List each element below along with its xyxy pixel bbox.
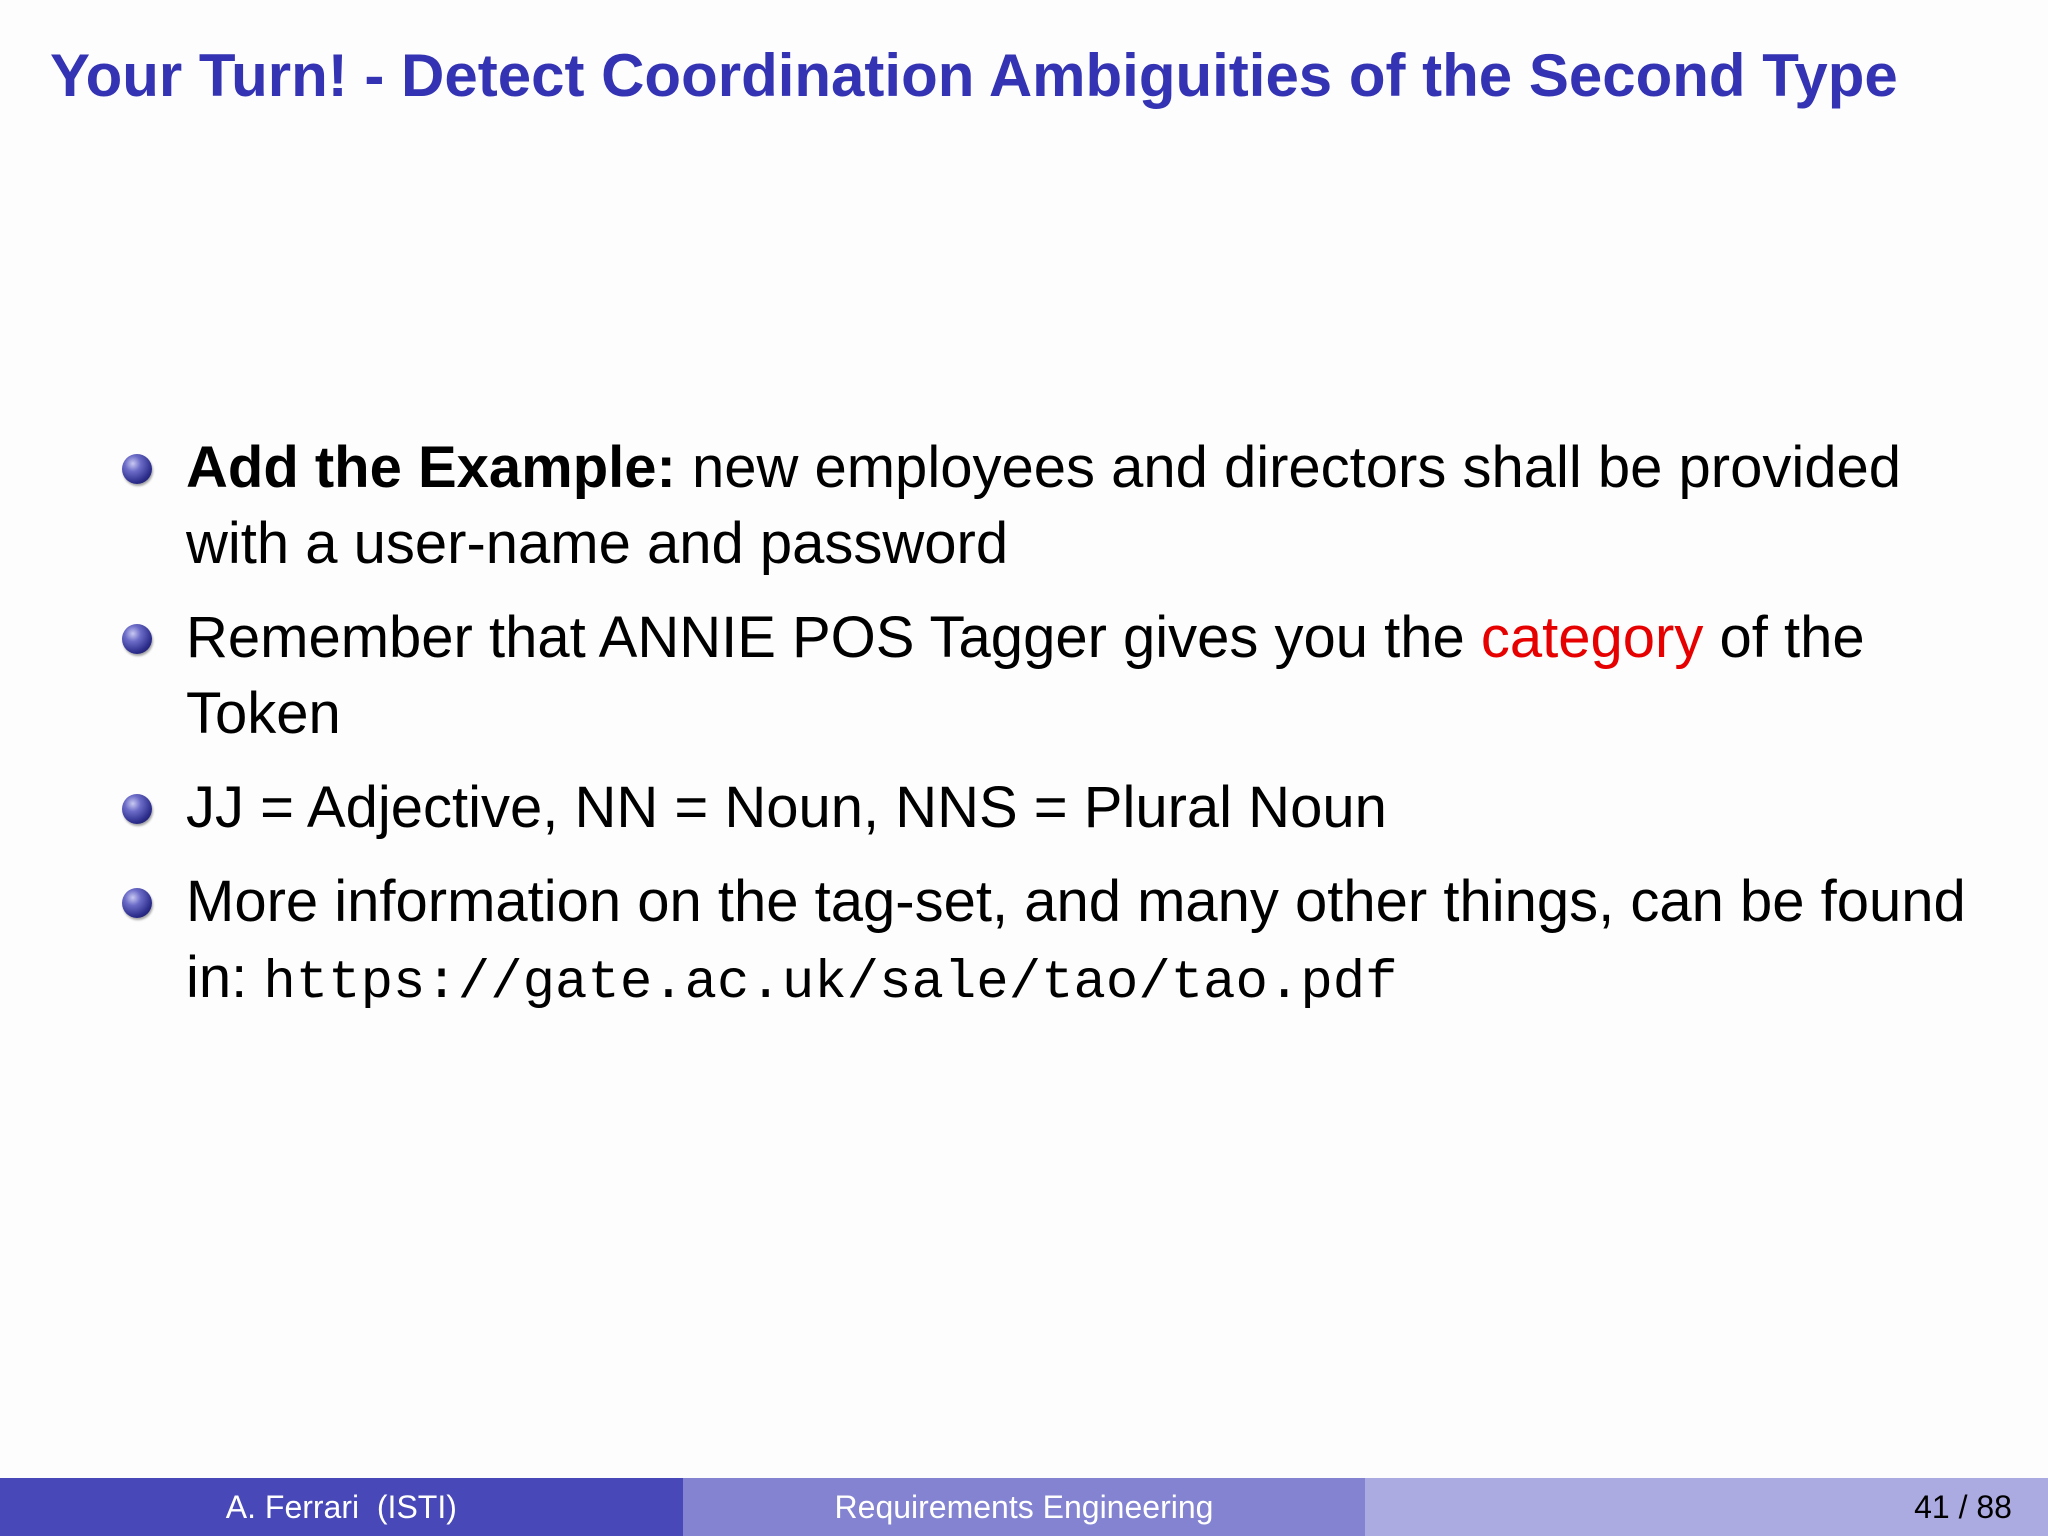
ball-bullet-icon <box>122 794 152 824</box>
footer-page-cell <box>1365 1478 2048 1536</box>
bullet-item-tags <box>120 770 2000 846</box>
category-highlight: category <box>1480 605 1704 670</box>
footer-bar <box>0 1478 2048 1536</box>
bullet-list <box>120 430 2000 1040</box>
footer-author-cell <box>0 1478 683 1536</box>
ball-bullet-icon <box>122 624 152 654</box>
example-lead: Add the Example: <box>186 435 676 500</box>
bullet-item-more-info <box>120 864 2000 1022</box>
ball-bullet-icon <box>122 454 152 484</box>
pos-tagger-text-after: of the Token <box>186 605 1865 746</box>
footer-institute: (ISTI) <box>376 1489 457 1525</box>
page-total: 88 <box>1976 1489 2012 1525</box>
footer-talk-title: Requirements Engineering <box>834 1489 1214 1525</box>
page-separator: / <box>1949 1489 1977 1525</box>
tags-text: JJ = Adjective, NN = Noun, NNS = Plural Noun <box>186 775 1387 840</box>
bullet-item-pos-tagger <box>120 600 2000 752</box>
footer-author: A. Ferrari <box>225 1489 360 1525</box>
bullet-item-example <box>120 430 2000 582</box>
page-current: 41 <box>1914 1489 1950 1525</box>
tao-pdf-link[interactable]: https://gate.ac.uk/sale/tao/tao.pdf <box>263 953 1398 1014</box>
ball-bullet-icon <box>122 888 152 918</box>
pos-tagger-text-before: Remember that ANNIE POS Tagger gives you the <box>186 605 1481 670</box>
slide-title: Your Turn! - Detect Coordination Ambiguities of the Second Type <box>50 42 1898 109</box>
footer-title-cell <box>683 1478 1366 1536</box>
example-text: new employees and directors shall be provided with a user-name and password <box>186 435 1901 576</box>
more-info-text: More information on the tag-set, and many other things, can be found in: <box>186 869 1966 1010</box>
